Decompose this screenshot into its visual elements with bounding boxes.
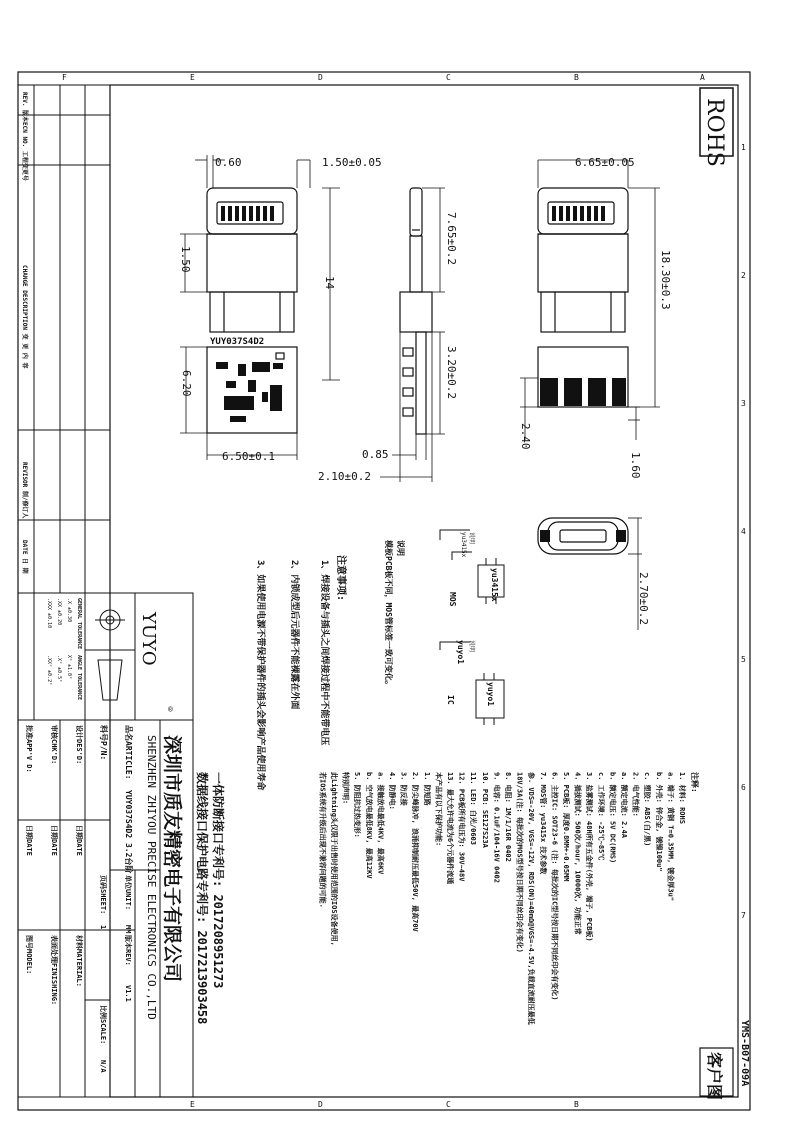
border-letter: C bbox=[446, 1100, 451, 1109]
border-number: 4 bbox=[741, 527, 746, 536]
ic-chip-label: yuyo1 bbox=[486, 682, 495, 707]
tolerance-general: GENERAL TOLERANCE bbox=[76, 598, 82, 650]
rohs-label: ROHS bbox=[702, 98, 727, 167]
remarks-block bbox=[318, 772, 700, 1026]
remark-line: a. 端子: 黄铜 T=0.35MM, 镀金厚3u" bbox=[666, 772, 675, 902]
company-name-en: SHENZHEN ZHIYOU PRECISE ELECTRONICS CO.,LTD bbox=[145, 735, 158, 1020]
scale-label: 比例SCALE: bbox=[99, 1005, 107, 1045]
mos-callout-note: 模板PCB板不同，MOS管标签一致可变化。 bbox=[384, 540, 393, 689]
remark-line: 5. PCB板: 厚度0.8MM+-0.05MM bbox=[562, 772, 570, 882]
border-numbers-right bbox=[741, 143, 746, 920]
registered-mark: ® bbox=[168, 705, 173, 714]
version-value: V1.1 bbox=[124, 985, 132, 1002]
company-name-cn: 深圳市质友精密电子有限公司 bbox=[161, 735, 183, 983]
remark-line: 18V/3A(注: 每批次的MOS型号按日期不同丝印会有变化) bbox=[515, 772, 524, 953]
mos-chip-label: yu3415x bbox=[490, 568, 499, 602]
rev-header: REV. 版本 bbox=[21, 92, 28, 123]
dim-620: 6.20 bbox=[180, 370, 193, 397]
mos-pin-label: yu3415x bbox=[460, 532, 467, 558]
border-letter: B bbox=[574, 1100, 579, 1109]
border-letter: E bbox=[190, 73, 195, 82]
sheet-label: 页码SHEET: bbox=[99, 875, 107, 915]
dim-650: 6.50±0.1 bbox=[222, 450, 275, 463]
remark-line: a. 额定电流: 2.4A bbox=[620, 772, 628, 838]
border-number: 3 bbox=[741, 399, 746, 408]
remark-line: 此Lightning头仅限于出售时使用范围的IOS设备使用, bbox=[330, 772, 338, 946]
remark-line: 2. 电气性能: bbox=[631, 772, 640, 817]
remark-line: a. 接触放电最低4KV, 最高6KV bbox=[376, 772, 385, 875]
article-label: 品名ARTICLE: bbox=[124, 725, 133, 780]
remark-line: c. 塑胶: ABS(白/黑) bbox=[643, 772, 652, 847]
notes-title: 注意事项: bbox=[335, 555, 346, 602]
scale-value: N/A bbox=[99, 1060, 107, 1073]
tolerance-row: .X° ±0.5° bbox=[56, 655, 62, 683]
remarks-title: 注释: bbox=[690, 772, 699, 793]
remark-line: 3. 防反接 bbox=[399, 772, 408, 806]
unit-label: 单位UNIT: bbox=[124, 875, 132, 911]
border-letter: D bbox=[318, 1100, 323, 1109]
remark-line: c. 工作环境: -25℃~85℃ bbox=[596, 772, 605, 861]
design-label: 设计DES'D: bbox=[75, 725, 83, 765]
dim-1830: 18.30±0.3 bbox=[659, 250, 672, 310]
tolerance-row: .XX° ±0.2° bbox=[46, 655, 52, 686]
remark-line: 13. 最大允许电流为6个元器件流通 bbox=[446, 772, 454, 885]
remark-line: 10. PCB: SE127S23A bbox=[480, 772, 489, 848]
revision-table bbox=[18, 85, 110, 593]
sheet-value: 1 bbox=[99, 925, 107, 930]
article-value: YUY037S4D2 3.2台阶 bbox=[124, 790, 133, 874]
note-item: 2、内锁成型后元器件不能裸露在外面 bbox=[289, 560, 299, 710]
tolerance-row: X° ±1.0° bbox=[66, 655, 72, 680]
dim-lines-view1 bbox=[180, 155, 340, 460]
dim-210: 2.10±0.2 bbox=[318, 470, 371, 483]
patent-2: 数据线接口保护电路专利号: 2017213903458 bbox=[195, 772, 209, 1025]
dim-270: 2.70±0.2 bbox=[637, 572, 650, 625]
border-number: 1 bbox=[741, 143, 746, 152]
remark-line: 5. 防阻抗过热变形: bbox=[353, 772, 362, 838]
patent-1: 一体防断接口专利号: 2017208951273 bbox=[211, 772, 225, 989]
pcb-components bbox=[216, 362, 283, 422]
border-letter: E bbox=[190, 1100, 195, 1109]
note-item: 1、焊接设备与插头之间焊接过程中不能带电压 bbox=[319, 560, 329, 746]
reviser-header: REVISOR 制/修订人 bbox=[21, 462, 28, 519]
material-label: 材料MATERIAL: bbox=[75, 935, 83, 987]
notes-block bbox=[255, 555, 348, 790]
model-label: 图号MODEL: bbox=[25, 935, 33, 975]
ecn-header: ECN NO. 工程变更号 bbox=[21, 122, 28, 181]
tolerance-row: .XXX ±0.10 bbox=[46, 598, 52, 629]
change-header: CHANGE DESCRIPTION 变 更 内 容 bbox=[21, 265, 28, 369]
date-label: 日期DATE bbox=[50, 825, 58, 856]
dim-160: 1.60 bbox=[629, 452, 642, 479]
dim-320: 3.20±0.2 bbox=[445, 346, 458, 399]
border-letter: C bbox=[446, 73, 451, 82]
border-letters-top bbox=[62, 73, 705, 82]
dim-lines-view2 bbox=[380, 188, 445, 482]
border-number: 5 bbox=[741, 655, 746, 664]
remark-line: b. 外壳: 锌合金, 镀镍100u" bbox=[654, 772, 663, 872]
border-letter: B bbox=[574, 73, 579, 82]
remark-line: 2. 防尖峰脉冲, 浪涌抑制耐压最低50V, 最高70V bbox=[411, 772, 420, 932]
ic-name-label: yuyo1 bbox=[456, 640, 465, 665]
note-item: 3、如果使用电源不带保护器件的插头会影响产品使用寿命 bbox=[255, 560, 265, 791]
border-number: 2 bbox=[741, 271, 746, 280]
part-mark-label: YUY037S4D2 bbox=[210, 337, 265, 347]
dim-060: 0.60 bbox=[215, 156, 242, 169]
remark-line: 8. 电阻: 1M/1/16R 0402 bbox=[504, 772, 512, 862]
tolerance-angle: ANGLE TOLERANCE bbox=[76, 655, 82, 701]
view-side bbox=[400, 188, 432, 434]
company-logo: YUYO bbox=[138, 612, 159, 666]
dim-240: 2.40 bbox=[519, 423, 532, 450]
version-label: 版本REV: bbox=[124, 935, 132, 966]
remark-line: b. 额定电压: 5V DC(RMS) bbox=[608, 772, 617, 864]
approve-label: 批准APP'V D: bbox=[25, 725, 33, 773]
ic-type-label: IC bbox=[446, 695, 455, 705]
remark-line: 9. 电容: 0.1uF/104-16V 0402 bbox=[492, 772, 501, 883]
remark-line: 特别声明: bbox=[341, 772, 350, 805]
ic-callout-lead: 说明 bbox=[468, 640, 475, 653]
border-number: 7 bbox=[741, 911, 746, 920]
customer-drawing-label: 客户图 bbox=[705, 1052, 724, 1101]
remark-line: 本产品有以下保护功能: bbox=[434, 772, 443, 847]
check-label: 审核CHK'D: bbox=[50, 725, 58, 765]
date-header: DATE 日 期 bbox=[21, 540, 28, 574]
remark-line: 若IOS系统有升级后出现不兼容问题的可能. bbox=[318, 772, 327, 908]
border-letter: F bbox=[62, 73, 67, 82]
tolerance-row: .X ±0.30 bbox=[66, 598, 72, 623]
view-end bbox=[538, 518, 628, 554]
remark-line: 4. 防静电: bbox=[388, 772, 396, 810]
border-number: 6 bbox=[741, 783, 746, 792]
remark-line: 7. MOS管: yu3415x 技术参数 bbox=[538, 772, 547, 875]
dim-150-horizontal: 1.50±0.05 bbox=[322, 156, 382, 169]
mos-pin-label: 说明 bbox=[468, 532, 475, 545]
dim-085: 0.85 bbox=[362, 448, 389, 461]
remark-line: 参. VDS=-20V, VGS=-12V, RDS(ON)=40mΩ@VGS=-4.5V,负载直流耐压最低 bbox=[527, 772, 536, 1025]
mos-callout-lead: 说明 bbox=[396, 540, 405, 556]
drawing-number: YMS-B07-09A bbox=[739, 1020, 750, 1087]
view-top-pcb bbox=[207, 188, 297, 433]
view-bottom bbox=[538, 188, 628, 407]
remark-line: 1. 材料: ROHS bbox=[678, 772, 686, 824]
date-label: 日期DATE bbox=[75, 825, 83, 856]
unit-value: MM bbox=[124, 925, 132, 934]
border-letters-bottom bbox=[190, 1100, 579, 1109]
remark-line: 4. 插拔测试: 500次/hour, 10000次, 功能正常 bbox=[573, 772, 582, 935]
remark-line: 3. 盐雾测试: 48H所有五金件(外壳, 端子, PCB板) bbox=[585, 772, 594, 942]
border-letter: D bbox=[318, 73, 323, 82]
remark-line: 1. 防短路 bbox=[422, 772, 431, 806]
tolerance-row: .XX ±0.20 bbox=[56, 598, 62, 626]
remark-line: 12. PCB板所有电压为: 30V~48V bbox=[457, 772, 466, 882]
dim-665: 6.65±0.05 bbox=[575, 156, 635, 169]
mos-type-label: MOS bbox=[448, 592, 457, 607]
dim-150-vertical: 1.50 bbox=[179, 246, 192, 273]
remark-line: 6. 主控IC: SOT23-6 (注: 每批次的IC型号按日期不同丝印会有变化) bbox=[550, 772, 559, 1001]
border-letter: A bbox=[700, 73, 705, 82]
dim-14: 14 bbox=[323, 276, 336, 290]
remark-line: 11. LED: 白光/0603 bbox=[469, 772, 478, 846]
dim-765: 7.65±0.2 bbox=[445, 212, 458, 265]
date-label: 日期DATE bbox=[25, 825, 33, 856]
finish-label: 表面处理FINISHING: bbox=[50, 935, 58, 1006]
remark-line: b. 空气放电最低8KV, 最高12KV bbox=[364, 772, 373, 879]
partno-label: 料号P/N: bbox=[99, 725, 108, 761]
